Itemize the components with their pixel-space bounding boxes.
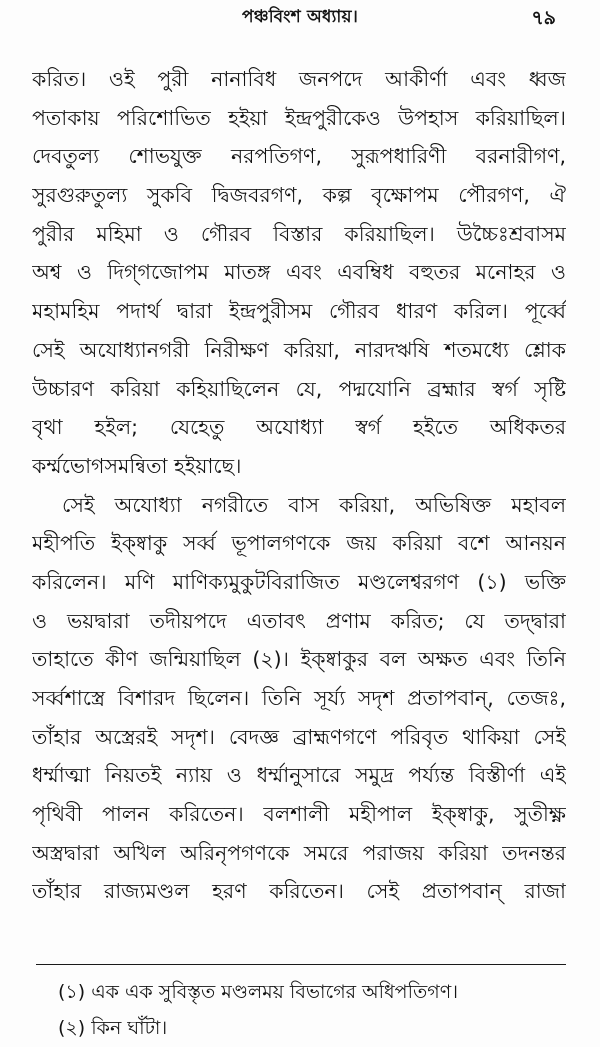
text-line: তাঁহার অস্ত্রেরই সদৃশ। বেদজ্ঞ ব্রাহ্মণগণে পরিবৃত থাকিয়া সেই [32,724,566,749]
page-number: ৭৯ [531,7,556,29]
text-line: উচ্চারণ করিয়া কহিয়াছিলেন যে, পদ্মযোনি ব্রহ্মার স্বর্গ সৃষ্টি [32,376,566,401]
text-line: সেই অযোধ্যা নগরীতে বাস করিয়া, অভিষিক্ত মহাবল [62,492,566,517]
text-line: অশ্ব ও দিগ্‌গজোপম মাতঙ্গ এবং এবম্বিধ বহুতর মনোহর ও [32,260,566,285]
text-line: কর্ম্মভোগসমন্বিতা হইয়াছে। [32,453,242,478]
text-line: ও ভয়দ্বারা তদীয়পদে এতাবৎ প্রণাম করিত; যে তদ্দ্বারা [32,608,566,633]
text-line: সর্ব্বশাস্ত্রে বিশারদ ছিলেন। তিনি সূর্য্য সদৃশ প্রতাপবান্, তেজঃ, [32,686,566,710]
footnote-divider [36,964,566,965]
running-head: পঞ্চবিংশ অধ্যায়। [241,7,359,27]
text-line: মহীপতি ইক্ষ্বাকু সর্ব্ব ভূপালগণকে জয় করিয়া বশে আনয়ন [32,531,566,556]
text-line: বৃথা হইল; যেহেতু অযোধ্যা স্বর্গ হইতে অধিকতর [32,415,566,440]
text-line: পতাকায় পরিশোভিত হইয়া ইন্দ্রপুরীকেও উপহাস করিয়াছিল। [32,105,566,130]
footnotes [58,974,568,1046]
text-line: তাহাতে কীণ জন্মিয়াছিল (২)। ইক্ষ্বাকুর বল অক্ষত এবং তিনি [32,647,566,672]
text-line: করিত। ওই পুরী নানাবিধ জনপদে আকীর্ণা এবং ধ্বজ [32,67,566,91]
footnote-1: (১) এক এক সুবিস্তৃত মণ্ডলময় বিভাগের অধিপতিগণ। [58,981,459,1003]
text-line: তাঁহার রাজ্যমণ্ডল হরণ করিতেন। সেই প্রতাপবান্ রাজা [32,879,566,904]
text-line: সুরগুরুতুল্য সুকবি দ্বিজবরগণ, কল্প বৃক্ষোপম পৌরগণ, ঐ [32,183,566,208]
text-line: পুরীর মহিমা ও গৌরব বিস্তার করিয়াছিল। উচ্চৈঃশ্রবাসম [32,221,566,246]
page-header [0,2,600,32]
footnote-2: (২) কিন ঘাঁটা। [58,1017,168,1039]
text-line: দেবতুল্য শোভযুক্ত নরপতিগণ, সুরূপধারিণী বরনারীগণ, [32,144,566,169]
body-text [32,60,566,911]
text-line: মহামহিম পদার্থ দ্বারা ইন্দ্রপুরীসম গৌরব ধারণ করিল। পূর্ব্বে [32,299,566,324]
text-line: পৃথিবী পালন করিতেন। বলশালী মহীপাল ইক্ষ্বাকু, সুতীক্ষ্ণ [32,802,566,827]
text-line: করিলেন। মণি মাণিক্যমুকুটবিরাজিত মণ্ডলেশ্বরগণ (১) ভক্তি [32,569,566,594]
text-line: সেই অযোধ্যানগরী নিরীক্ষণ করিয়া, নারদঋষি শতমধ্যে শ্লোক [32,337,566,362]
text-line: ধর্ম্মাত্মা নিয়তই ন্যায় ও ধর্ম্মানুসারে সমুদ্র পর্য্যন্ত বিস্তীর্ণা এই [32,763,566,788]
text-line: অস্ত্রদ্বারা অখিল অরিনৃপগণকে সমরে পরাজয় করিয়া তদনন্তর [32,840,566,865]
